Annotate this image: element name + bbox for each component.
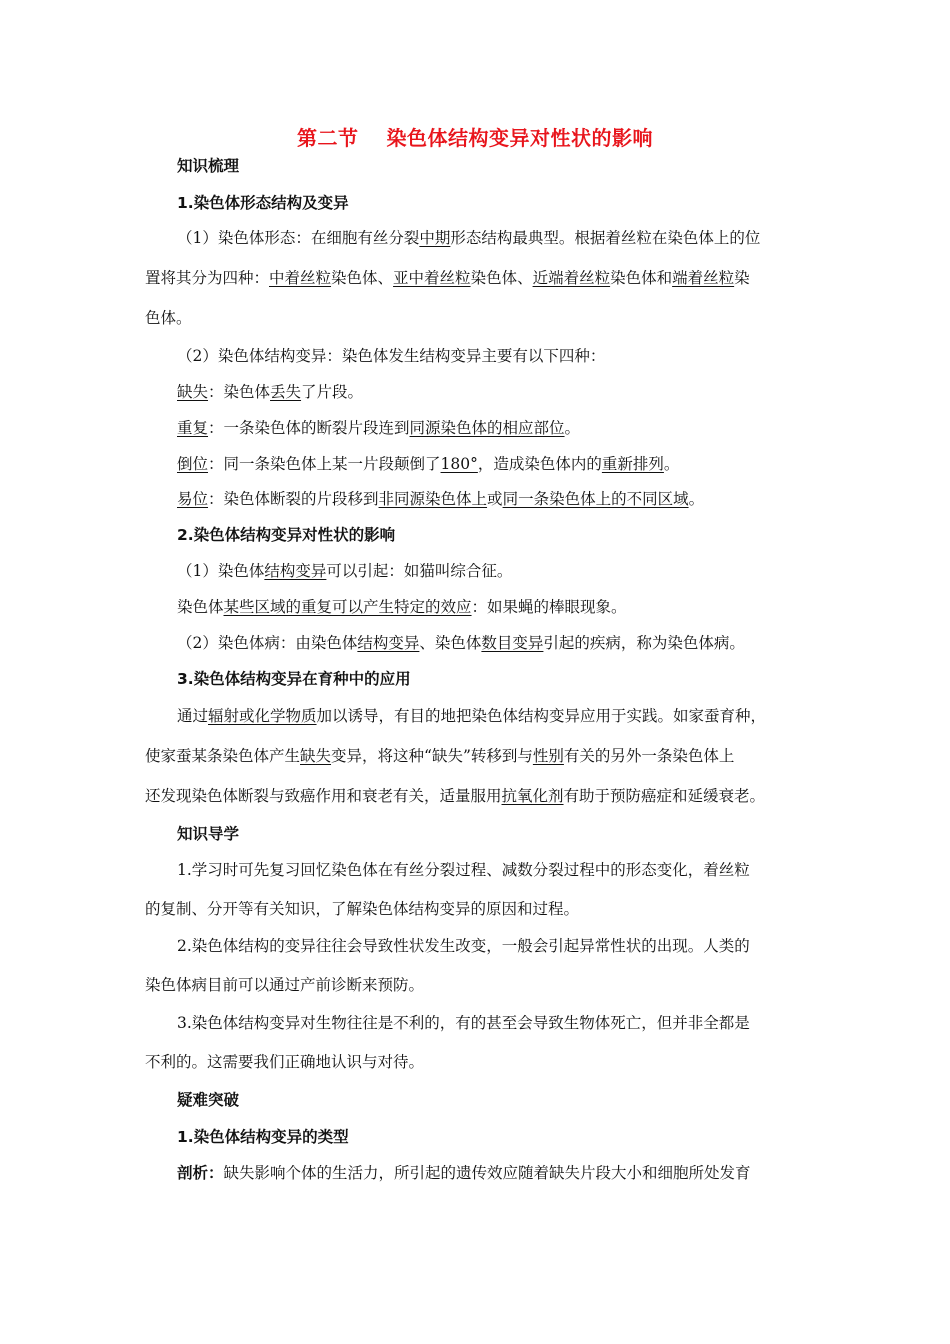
heading-knowledge-review: 知识梳理	[177, 157, 240, 175]
heading-difficulties: 疑难突破	[177, 1091, 240, 1109]
paragraph-line: 的复制、分开等有关知识，了解染色体结构变异的原因和过程。	[145, 900, 580, 918]
paragraph-line: 3.染色体结构变异对生物往往是不利的，有的甚至会导致生物体死亡，但并非全都是	[177, 1014, 750, 1032]
paragraph-line: 色体。	[145, 309, 192, 327]
definition-inversion: 倒位：同一条染色体上某一片段颠倒了180°，造成染色体内的重新排列。	[177, 455, 680, 473]
subheading-2: 2.染色体结构变异对性状的影响	[177, 526, 396, 544]
paragraph-line: 还发现染色体断裂与致癌作用和衰老有关，适量服用抗氧化剂有助于预防癌症和延缓衰老。	[145, 787, 766, 805]
subheading-1: 1.染色体形态结构及变异	[177, 194, 349, 212]
definition-deletion: 缺失：染色体丢失了片段。	[177, 383, 364, 401]
paragraph-line: 染色体病目前可以通过产前诊断来预防。	[145, 976, 425, 994]
paragraph-line: 染色体某些区域的重复可以产生特定的效应：如果蝇的棒眼现象。	[177, 598, 627, 616]
paragraph-line: （2）染色体结构变异：染色体发生结构变异主要有以下四种：	[177, 347, 606, 365]
subheading-types: 1.染色体结构变异的类型	[177, 1128, 349, 1146]
paragraph-line: 1.学习时可先复习回忆染色体在有丝分裂过程、减数分裂过程中的形态变化，着丝粒	[177, 861, 750, 879]
heading-study-guide: 知识导学	[177, 825, 240, 843]
paragraph-line: （1）染色体结构变异可以引起：如猫叫综合征。	[177, 562, 513, 580]
paragraph-line: 2.染色体结构的变异往往会导致性状发生改变，一般会引起异常性状的出现。人类的	[177, 937, 750, 955]
definition-duplication: 重复：一条染色体的断裂片段连到同源染色体的相应部位。	[177, 419, 581, 437]
definition-translocation: 易位：染色体断裂的片段移到非同源染色体上或同一条染色体上的不同区域。	[177, 490, 705, 508]
paragraph-line: 使家蚕某条染色体产生缺失变异，将这种“缺失”转移到与性别有关的另外一条染色体上	[145, 747, 735, 765]
paragraph-line: 置将其分为四种：中着丝粒染色体、亚中着丝粒染色体、近端着丝粒染色体和端着丝粒染	[145, 269, 750, 287]
paragraph-line: 通过辐射或化学物质加以诱导，有目的地把染色体结构变异应用于实践。如家蚕育种，	[177, 707, 767, 725]
paragraph-line: （1）染色体形态：在细胞有丝分裂中期形态结构最典型。根据着丝粒在染色体上的位	[177, 229, 761, 247]
paragraph-line: 剖析：缺失影响个体的生活力，所引起的遗传效应随着缺失片段大小和细胞所处发育	[177, 1164, 751, 1182]
title-section: 第二节	[297, 126, 359, 150]
paragraph-line: （2）染色体病：由染色体结构变异、染色体数目变异引起的疾病，称为染色体病。	[177, 634, 745, 652]
title-text: 染色体结构变异对性状的影响	[386, 126, 653, 150]
subheading-3: 3.染色体结构变异在育种中的应用	[177, 670, 411, 688]
paragraph-line: 不利的。这需要我们正确地认识与对待。	[145, 1053, 425, 1071]
page-title	[0, 122, 950, 151]
